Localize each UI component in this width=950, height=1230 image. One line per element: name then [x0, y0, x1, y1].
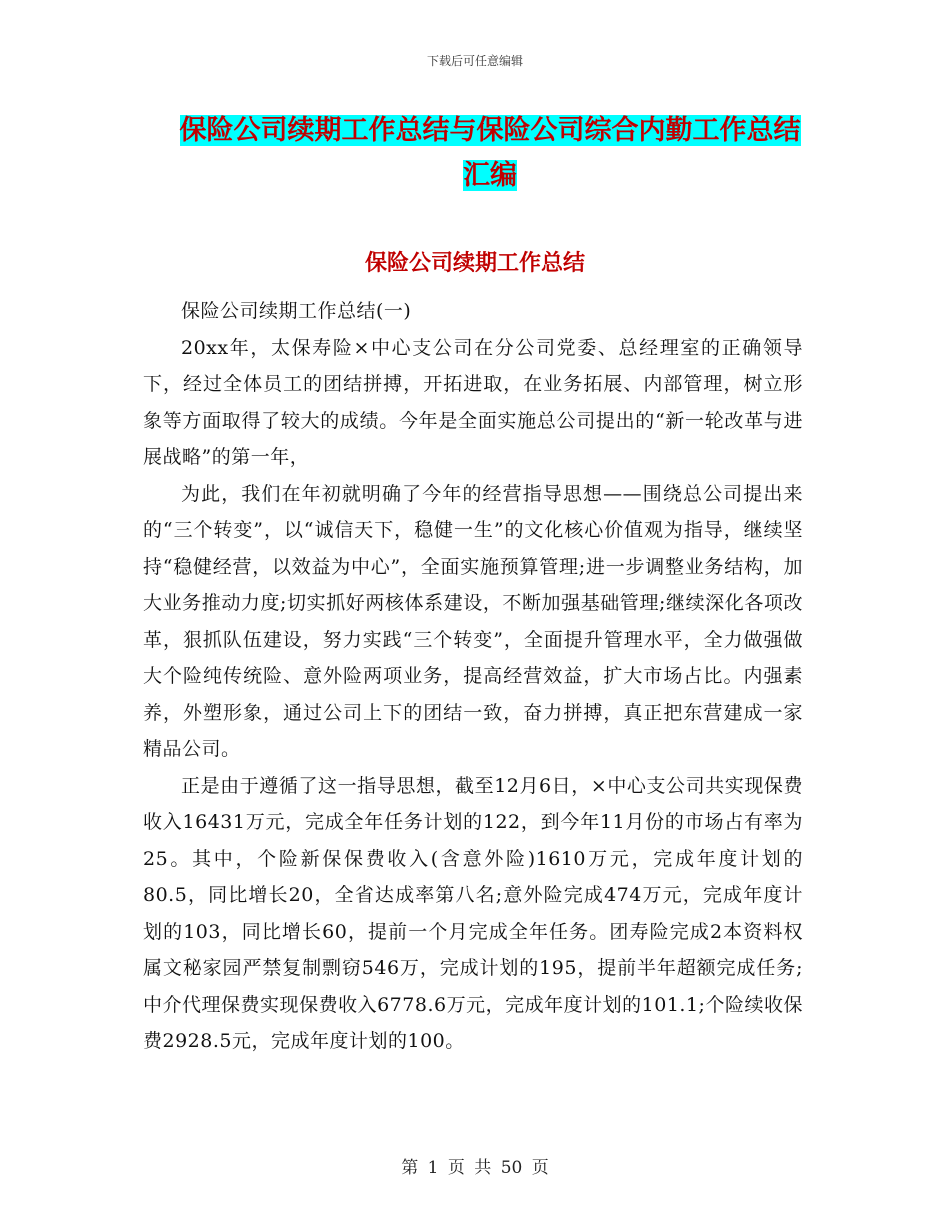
paragraph: 20xx年，太保寿险×中心支公司在分公司党委、总经理室的正确领导下，经过全体员工的团结拼搏，开拓进取，在业务拓展、内部管理，树立形象等方面取得了较大的成绩。今年是全面实施总公司提出的“新一轮改革与进展战略”的第一年， — [143, 336, 803, 468]
document-title-line-2: 汇编 — [463, 160, 517, 191]
document-title — [150, 108, 830, 198]
paragraph: 为此，我们在年初就明确了今年的经营指导思想——围绕总公司提出来的“三个转变”，以“诚信天下，稳健一生”的文化核心价值观为指导，继续坚持“稳健经营，以效益为中心”，全面实施预算管理;进一步调整业务结构，加大业务推动力度;切实抓好两核体系建设，不断加强基础管理;继续深化各项改革，狠抓队伍建设，努力实践“三个转变”，全面提升管理水平，全力做强做大个险纯传统险、意外险两项业务，提高经营效益，扩大市场占比。内强素养，外塑形象，通过公司上下的团结一致，奋力拼搏，真正把东营建成一家精品公司。 — [143, 482, 803, 760]
paragraph: 正是由于遵循了这一指导思想，截至12月6日，×中心支公司共实现保费收入16431万元，完成全年任务计划的122，到今年11月份的市场占有率为25。其中，个险新保保费收入(含意外险)1610万元，完成年度计划的80.5，同比增长20，全省达成率第八名;意外险完成474万元，完成年度计划的103，同比增长60，提前一个月完成全年任务。团寿险完成2本资料权属文秘家园严禁复制剽窃546万，完成计划的195，提前半年超额完成任务;中介代理保费实现保费收入6778.6万元，完成年度计划的101.1;个险续收保费2928.5元，完成年度计划的100。 — [143, 774, 803, 1052]
body-text — [143, 293, 803, 1060]
page-footer: 第 1 页 共 50 页 — [401, 1158, 549, 1178]
header-note: 下载后可任意编辑 — [426, 54, 523, 68]
section-title: 保险公司续期工作总结 — [364, 251, 585, 276]
document-title-line-1: 保险公司续期工作总结与保险公司综合内勤工作总结 — [179, 115, 801, 146]
paragraph-subtitle: 保险公司续期工作总结(一) — [181, 300, 412, 322]
